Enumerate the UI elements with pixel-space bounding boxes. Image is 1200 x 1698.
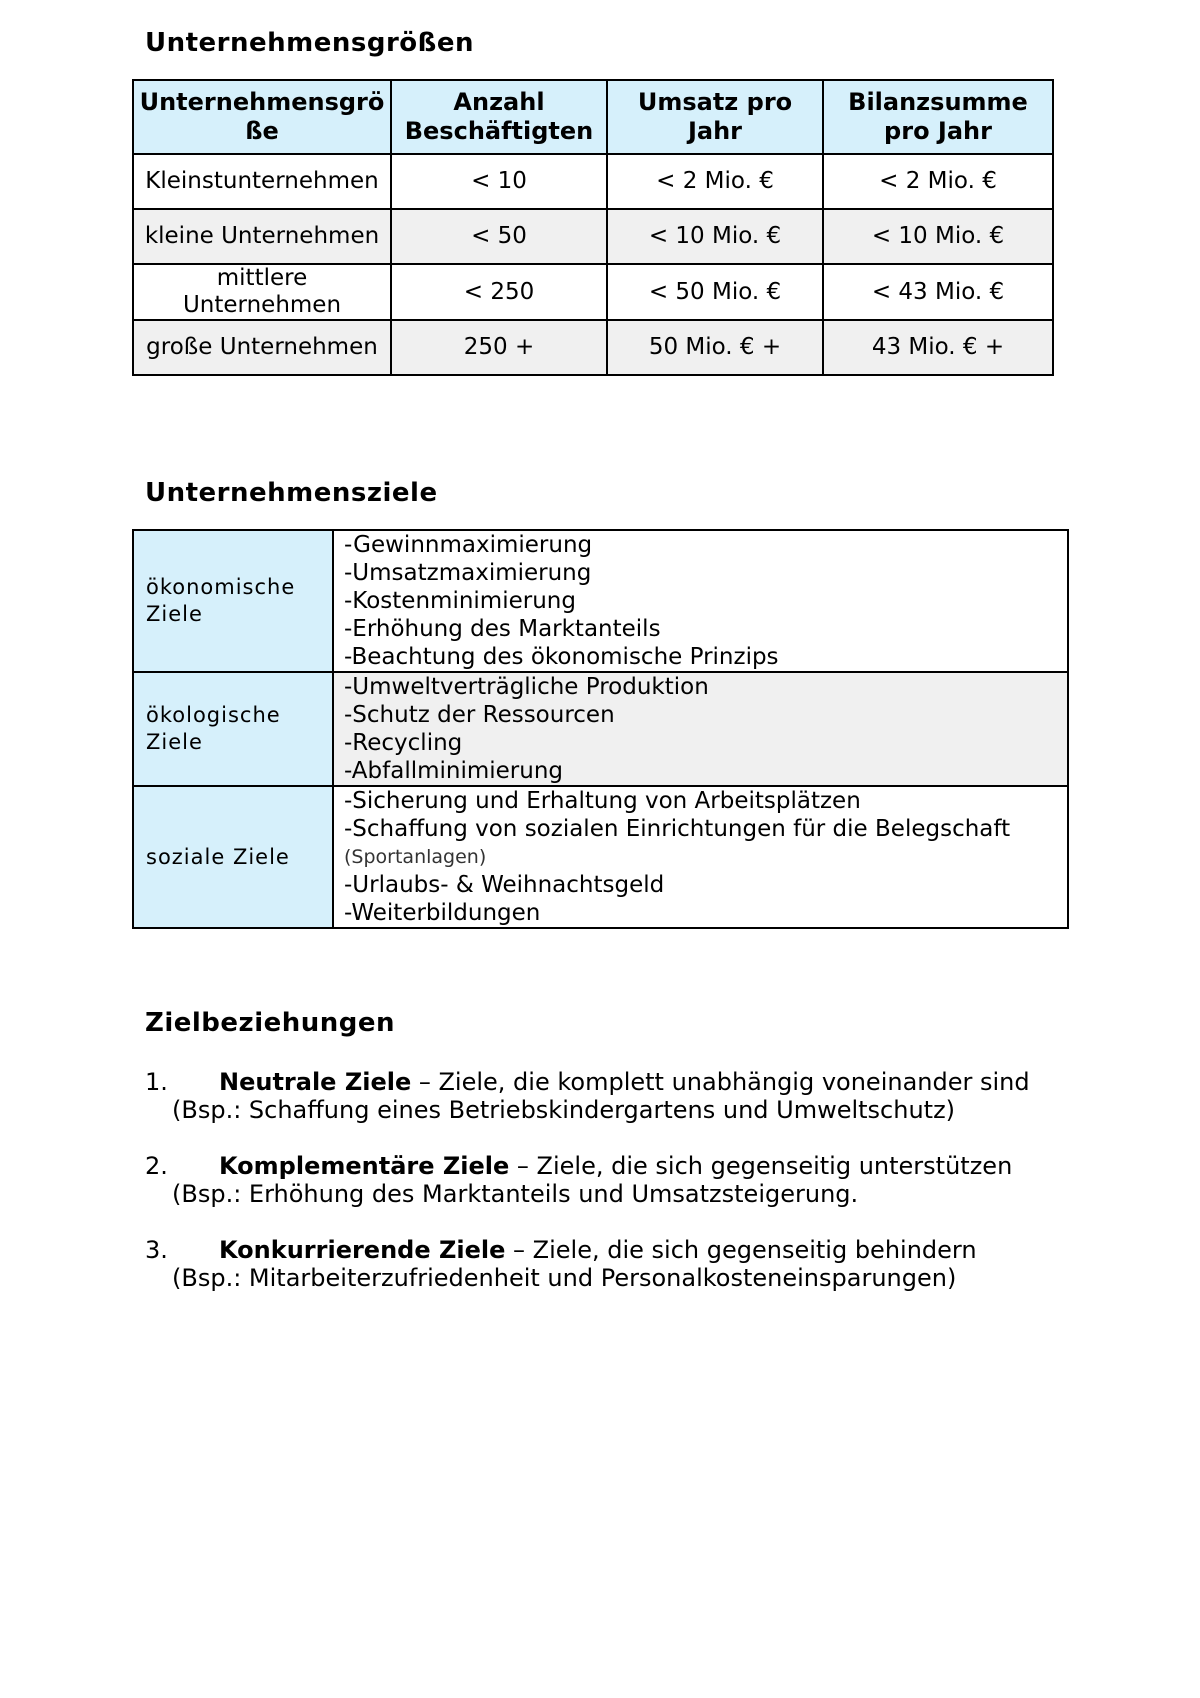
list-item [145,1068,1095,1124]
relation-term: Komplementäre Ziele [219,1152,510,1180]
goal-relations-list [145,1068,1095,1320]
list-number: 1. [145,1068,168,1096]
table-cell: 43 Mio. € + [823,320,1053,375]
goal-item: -Abfallminimierung [344,758,564,784]
table-row [133,320,1053,375]
goal-item: -Kostenminimierung [344,588,576,614]
relation-description: – Ziele, die komplett unabhängig voneinander sind [411,1068,1030,1096]
goal-item: -Recycling [344,730,463,756]
table-cell: < 250 [391,264,607,320]
relation-description: – Ziele, die sich gegenseitig unterstützen [509,1152,1013,1180]
table-cell: < 50 Mio. € [607,264,823,320]
goal-item: -Schutz der Ressourcen [344,702,615,728]
relations-heading: Zielbeziehungen [145,1008,396,1038]
table-cell: Kleinstunternehmen [133,154,391,209]
company-sizes-table [132,79,1054,376]
goal-item: -Schaffung von sozialen Einrichtungen für die Belegschaft [344,816,1011,842]
goal-group-row [133,530,1068,672]
list-item [145,1152,1095,1208]
relation-term: Neutrale Ziele [219,1068,412,1096]
goal-item: -Sicherung und Erhaltung von Arbeitsplätzen [344,788,861,814]
table-cell: < 2 Mio. € [823,154,1053,209]
table-header-row [133,80,1053,154]
goal-items [333,530,1068,672]
goal-items [333,786,1068,928]
table-cell: 50 Mio. € + [607,320,823,375]
relation-example: (Bsp.: Mitarbeiterzufriedenheit und Personalkosteneinsparungen) [172,1264,957,1292]
table-cell: mittlere Unternehmen [133,264,391,320]
relation-description: – Ziele, die sich gegenseitig behindern [505,1236,977,1264]
table-cell: < 2 Mio. € [607,154,823,209]
column-header: Anzahl Beschäftigten [391,80,607,154]
goal-items [333,672,1068,786]
goal-category: soziale Ziele [133,786,333,928]
goal-item: -Erhöhung des Marktanteils [344,616,661,642]
goal-item: -Gewinnmaximierung [344,532,593,558]
goal-item: -Umsatzmaximierung [344,560,592,586]
table-row [133,154,1053,209]
goal-category: ökologische Ziele [133,672,333,786]
goal-group-row [133,786,1068,928]
sizes-heading: Unternehmensgrößen [145,28,475,58]
company-goals-table [132,529,1069,929]
table-cell: < 10 [391,154,607,209]
goal-item-note: (Sportanlagen) [344,846,487,868]
goal-item: -Beachtung des ökonomische Prinzips [344,644,779,670]
goal-item: -Urlaubs- & Weihnachtsgeld [344,872,665,898]
list-number: 3. [145,1236,168,1264]
relation-example: (Bsp.: Schaffung eines Betriebskindergartens und Umweltschutz) [172,1096,956,1124]
column-header: Umsatz pro Jahr [607,80,823,154]
table-cell: 250 + [391,320,607,375]
table-cell: < 43 Mio. € [823,264,1053,320]
table-cell: < 10 Mio. € [607,209,823,264]
goal-category: ökonomische Ziele [133,530,333,672]
list-number: 2. [145,1152,168,1180]
goal-group-row [133,672,1068,786]
list-item [145,1236,1095,1292]
goals-heading: Unternehmensziele [145,478,438,508]
column-header: Unternehmensgröße [133,80,391,154]
table-row [133,264,1053,320]
relation-example: (Bsp.: Erhöhung des Marktanteils und Umsatzsteigerung. [172,1180,859,1208]
table-cell: kleine Unternehmen [133,209,391,264]
table-cell: große Unternehmen [133,320,391,375]
column-header: Bilanzsumme pro Jahr [823,80,1053,154]
relation-term: Konkurrierende Ziele [219,1236,506,1264]
goal-item: -Weiterbildungen [344,900,541,926]
table-cell: < 10 Mio. € [823,209,1053,264]
table-row [133,209,1053,264]
goal-item: -Umweltverträgliche Produktion [344,674,709,700]
table-cell: < 50 [391,209,607,264]
